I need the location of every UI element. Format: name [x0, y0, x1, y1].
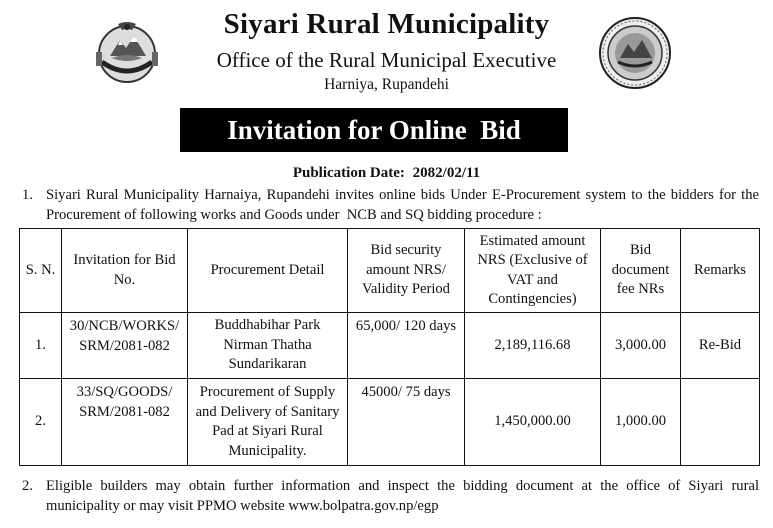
cell-bid-no: 33/SQ/GOODS/ SRM/2081-082 [62, 379, 188, 466]
cell-estimated-amount: 1,450,000.00 [465, 379, 601, 466]
paragraph-2-number: 2. [22, 478, 33, 494]
cell-bid-security: 65,000/ 120 days [348, 313, 465, 379]
cell-procurement-detail: Buddhabihar Park Nirman Thatha Sundarikaran [188, 313, 348, 379]
publication-date [0, 165, 773, 182]
notice-title-banner [180, 108, 568, 152]
header-bid-security: Bid security amount NRS/ Validity Period [348, 229, 465, 313]
header-sn: S. N. [20, 229, 62, 313]
cell-remarks [681, 379, 760, 466]
cell-bid-no: 30/NCB/WORKS/ SRM/2081-082 [62, 313, 188, 379]
bid-table [19, 228, 760, 466]
paragraph-2-text: Eligible builders may obtain further information and inspect the bidding document at the office of Siyari rural municipality or may visit PPMO website www.bolpatra.gov.np/egp [46, 478, 763, 514]
cell-document-fee: 3,000.00 [601, 313, 681, 379]
paragraph-1 [22, 186, 763, 225]
location: Harniya, Rupandehi [324, 76, 449, 93]
table-row [20, 379, 760, 466]
cell-document-fee: 1,000.00 [601, 379, 681, 466]
municipality-name: Siyari Rural Municipality [223, 8, 550, 40]
publication-date-label: Publication Date: [292, 165, 405, 181]
cell-remarks: Re-Bid [681, 313, 760, 379]
table-row [20, 313, 760, 379]
table-header-row [20, 229, 760, 313]
header-document-fee: Bid document fee NRs [601, 229, 681, 313]
cell-bid-security: 45000/ 75 days [348, 379, 465, 466]
cell-procurement-detail: Procurement of Supply and Delivery of Sanitary Pad at Siyari Rural Municipality. [188, 379, 348, 466]
paragraph-1-number: 1. [22, 187, 33, 203]
cell-sn: 1. [20, 313, 62, 379]
header-estimated-amount: Estimated amount NRS (Exclusive of VAT and Contingencies) [465, 229, 601, 313]
cell-estimated-amount: 2,189,116.68 [465, 313, 601, 379]
cell-sn: 2. [20, 379, 62, 466]
header-procurement-detail: Procurement Detail [188, 229, 348, 313]
office-name: Office of the Rural Municipal Executive [216, 48, 557, 72]
paragraph-1-text: Siyari Rural Municipality Harnaiya, Rupandehi invites online bids Under E-Procurement system to the bidders for the Procurement of following works and Goods under NCB and SQ bidding procedure : [46, 187, 763, 223]
header-remarks: Remarks [681, 229, 760, 313]
publication-date-value: 2082/02/11 [412, 165, 481, 181]
header-bid-no: Invitation for Bid No. [62, 229, 188, 313]
notice-title: Invitation for Online Bid [227, 114, 521, 145]
paragraph-2 [22, 477, 763, 516]
